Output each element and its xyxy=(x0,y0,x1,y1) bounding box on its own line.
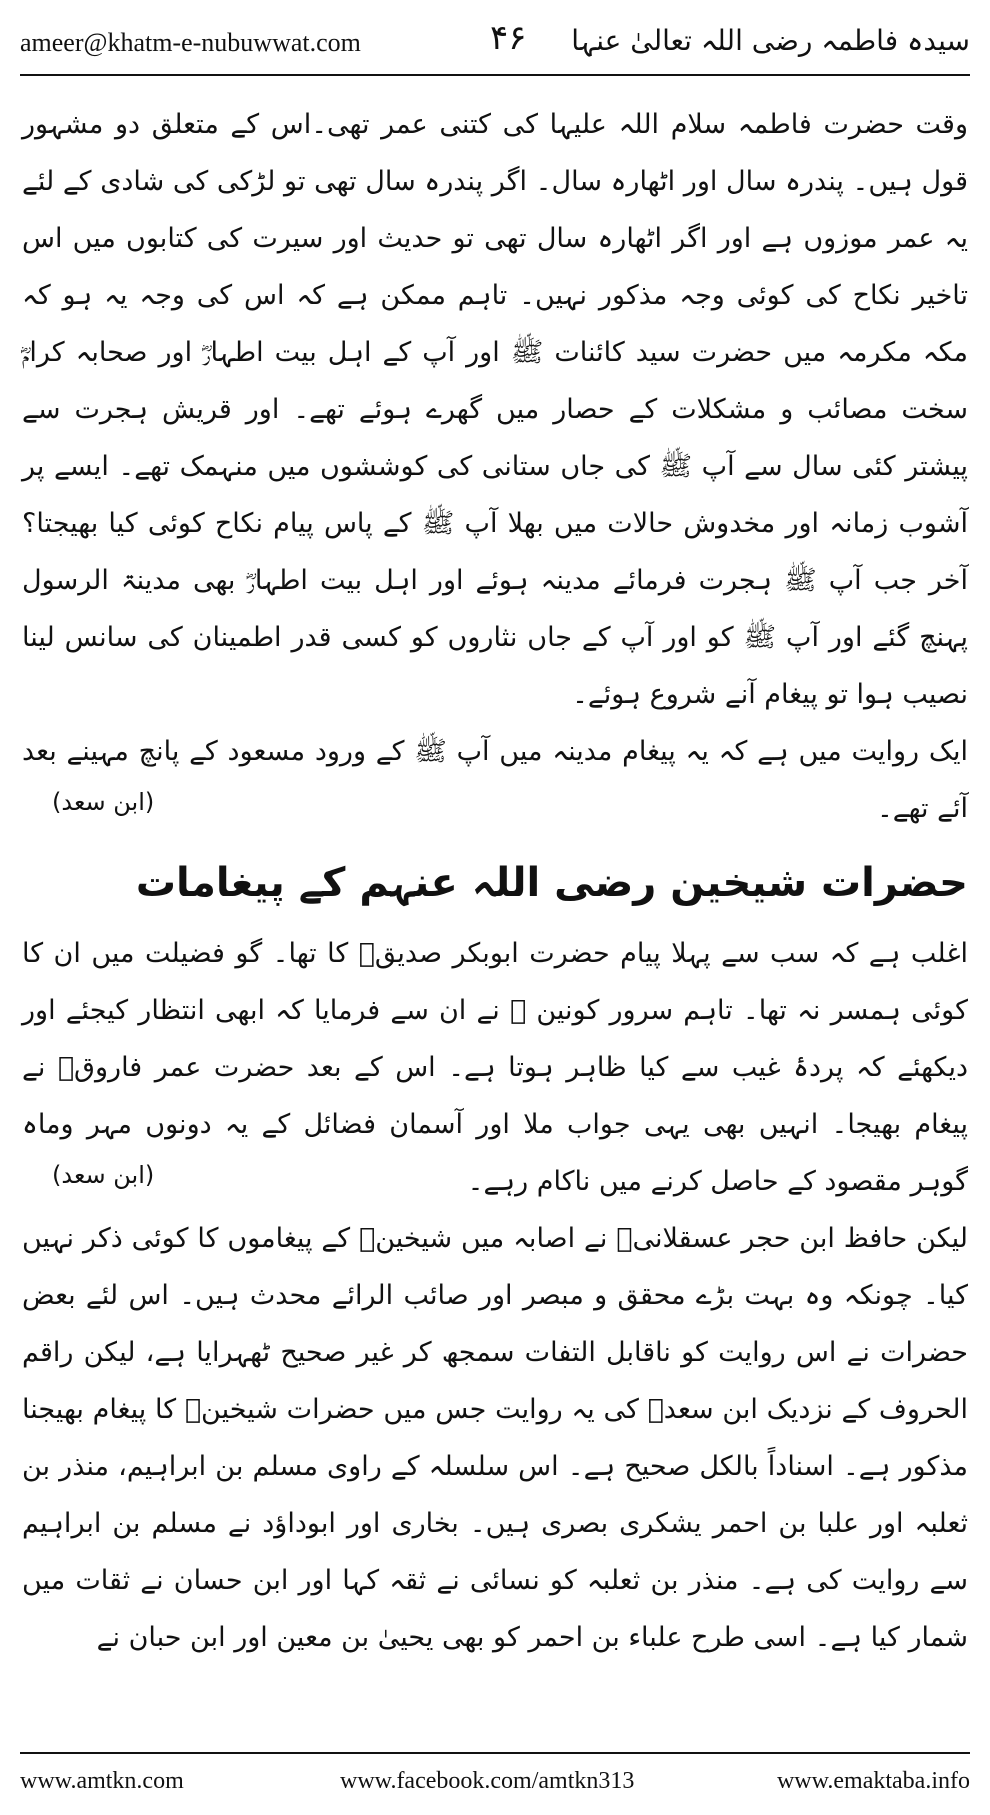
page-header xyxy=(20,18,970,72)
footer-link-amtkn[interactable]: www.amtkn.com xyxy=(20,1768,184,1794)
book-title: سیدہ فاطمہ رضی اللہ تعالیٰ عنہا xyxy=(571,24,970,57)
page-footer xyxy=(20,1768,970,1802)
page-number: ۴۶ xyxy=(490,18,527,58)
paragraph-3 xyxy=(22,925,968,1210)
section-heading: حضرات شیخین رضی اللہ عنہم کے پیغامات xyxy=(135,860,968,906)
footer-link-emaktaba[interactable]: www.emaktaba.info xyxy=(776,1768,970,1794)
paragraph-2 xyxy=(22,723,968,837)
footer-link-facebook[interactable]: www.facebook.com/amtkn313 xyxy=(340,1768,635,1794)
paragraph-4: لیکن حافظ ابن حجر عسقلانیؒ نے اصابہ میں شیخینؓ کے پیغاموں کا کوئی ذکر نہیں کیا۔ چونکہ وہ بہت بڑے محقق و مبصر اور صائب الرائے محدث ہیں۔ اس لئے بعض حضرات نے اس روایت کو ناقابل التفات سمجھ کر غیر صحیح ٹھہرایا ہے، لیکن راقم الحروف کے نزدیک ابن سعدؒ کی یہ روایت جس میں حضرات شیخینؓ کا پیغام بھیجنا مذکور ہے۔ اسناداً بالکل صحیح ہے۔ اس سلسلہ کے راوی مسلم بن ابراہیم، منذر بن ثعلبہ اور علبا بن احمر یشکری بصری ہیں۔ بخاری اور ابوداؤد نے مسلم بن ابراہیم سے روایت کی ہے۔ منذر بن ثعلبہ کو نسائی نے ثقہ کہا اور ابن حسان نے ثقات میں شمار کیا ہے۔ اسی طرح علباء بن احمر کو بھی یحییٰ بن معین اور ابن حبان نے xyxy=(22,1223,968,1653)
reference-ibn-saad-1: (ابن سعد) xyxy=(52,788,155,816)
header-email: ameer@khatm-e-nubuwwat.com xyxy=(20,28,361,57)
reference-ibn-saad-2: (ابن سعد) xyxy=(52,1161,155,1189)
paragraph-3-text: اغلب ہے کہ سب سے پہلا پیام حضرت ابوبکر صدیقؓ کا تھا۔ گو فضیلت میں ان کا کوئی ہمسر نہ تھا۔ تاہم سرور کونین ﷺ نے ان سے فرمایا کہ ابھی انتظار کیجئے اور دیکھئے کہ پردۂ غیب سے کیا ظاہر ہوتا ہے۔ اس کے بعد حضرت عمر فاروقؓ نے پیغام بھیجا۔ انہیں بھی یہی جواب ملا اور آسمان فضائل کے یہ دونوں مہر وماہ گوہر مقصود کے حاصل کرنے میں ناکام رہے۔ xyxy=(22,938,968,1197)
header-rule xyxy=(20,74,970,76)
page-body xyxy=(22,96,968,1736)
paragraph-2-text: ایک روایت میں ہے کہ یہ پیغام مدینہ میں آپ ﷺ کے ورود مسعود کے پانچ مہینے بعد آئے تھے۔ xyxy=(22,736,968,824)
paragraph-1: وقت حضرت فاطمہ سلام اللہ علیہا کی کتنی عمر تھی۔اس کے متعلق دو مشہور قول ہیں۔ پندرہ سال اور اٹھارہ سال۔ اگر پندرہ سال تھی تو لڑکی کی شادی کے لئے یہ عمر موزوں ہے اور اگر اٹھارہ سال تھی تو حدیث اور سیرت کی کتابوں میں اس تاخیر نکاح کی کوئی وجہ مذکور نہیں۔ تاہم ممکن ہے کہ اس کی وجہ یہ ہو کہ مکہ مکرمہ میں حضرت سید کائنات ﷺ اور آپ کے اہل بیت اطہارؓ اور صحابہ کرامؓ سخت مصائب و مشکلات کے حصار میں گھرے ہوئے تھے۔ اور قریش ہجرت سے پیشتر کئی سال سے آپ ﷺ کی جاں ستانی کی کوششوں میں منہمک تھے۔ ایسے پر آشوب زمانہ اور مخدوش حالات میں بھلا آپ ﷺ کے پاس پیام نکاح کوئی کیا بھیجتا؟ آخر جب آپ ﷺ ہجرت فرمائے مدینہ ہوئے اور اہل بیت اطہارؓ بھی مدینۃ الرسول پہنچ گئے اور آپ ﷺ کو اور آپ کے جاں نثاروں کو کسی قدر اطمینان کی سانس لینا نصیب ہوا تو پیغام آنے شروع ہوئے۔ xyxy=(22,109,968,710)
footer-rule xyxy=(20,1752,970,1754)
